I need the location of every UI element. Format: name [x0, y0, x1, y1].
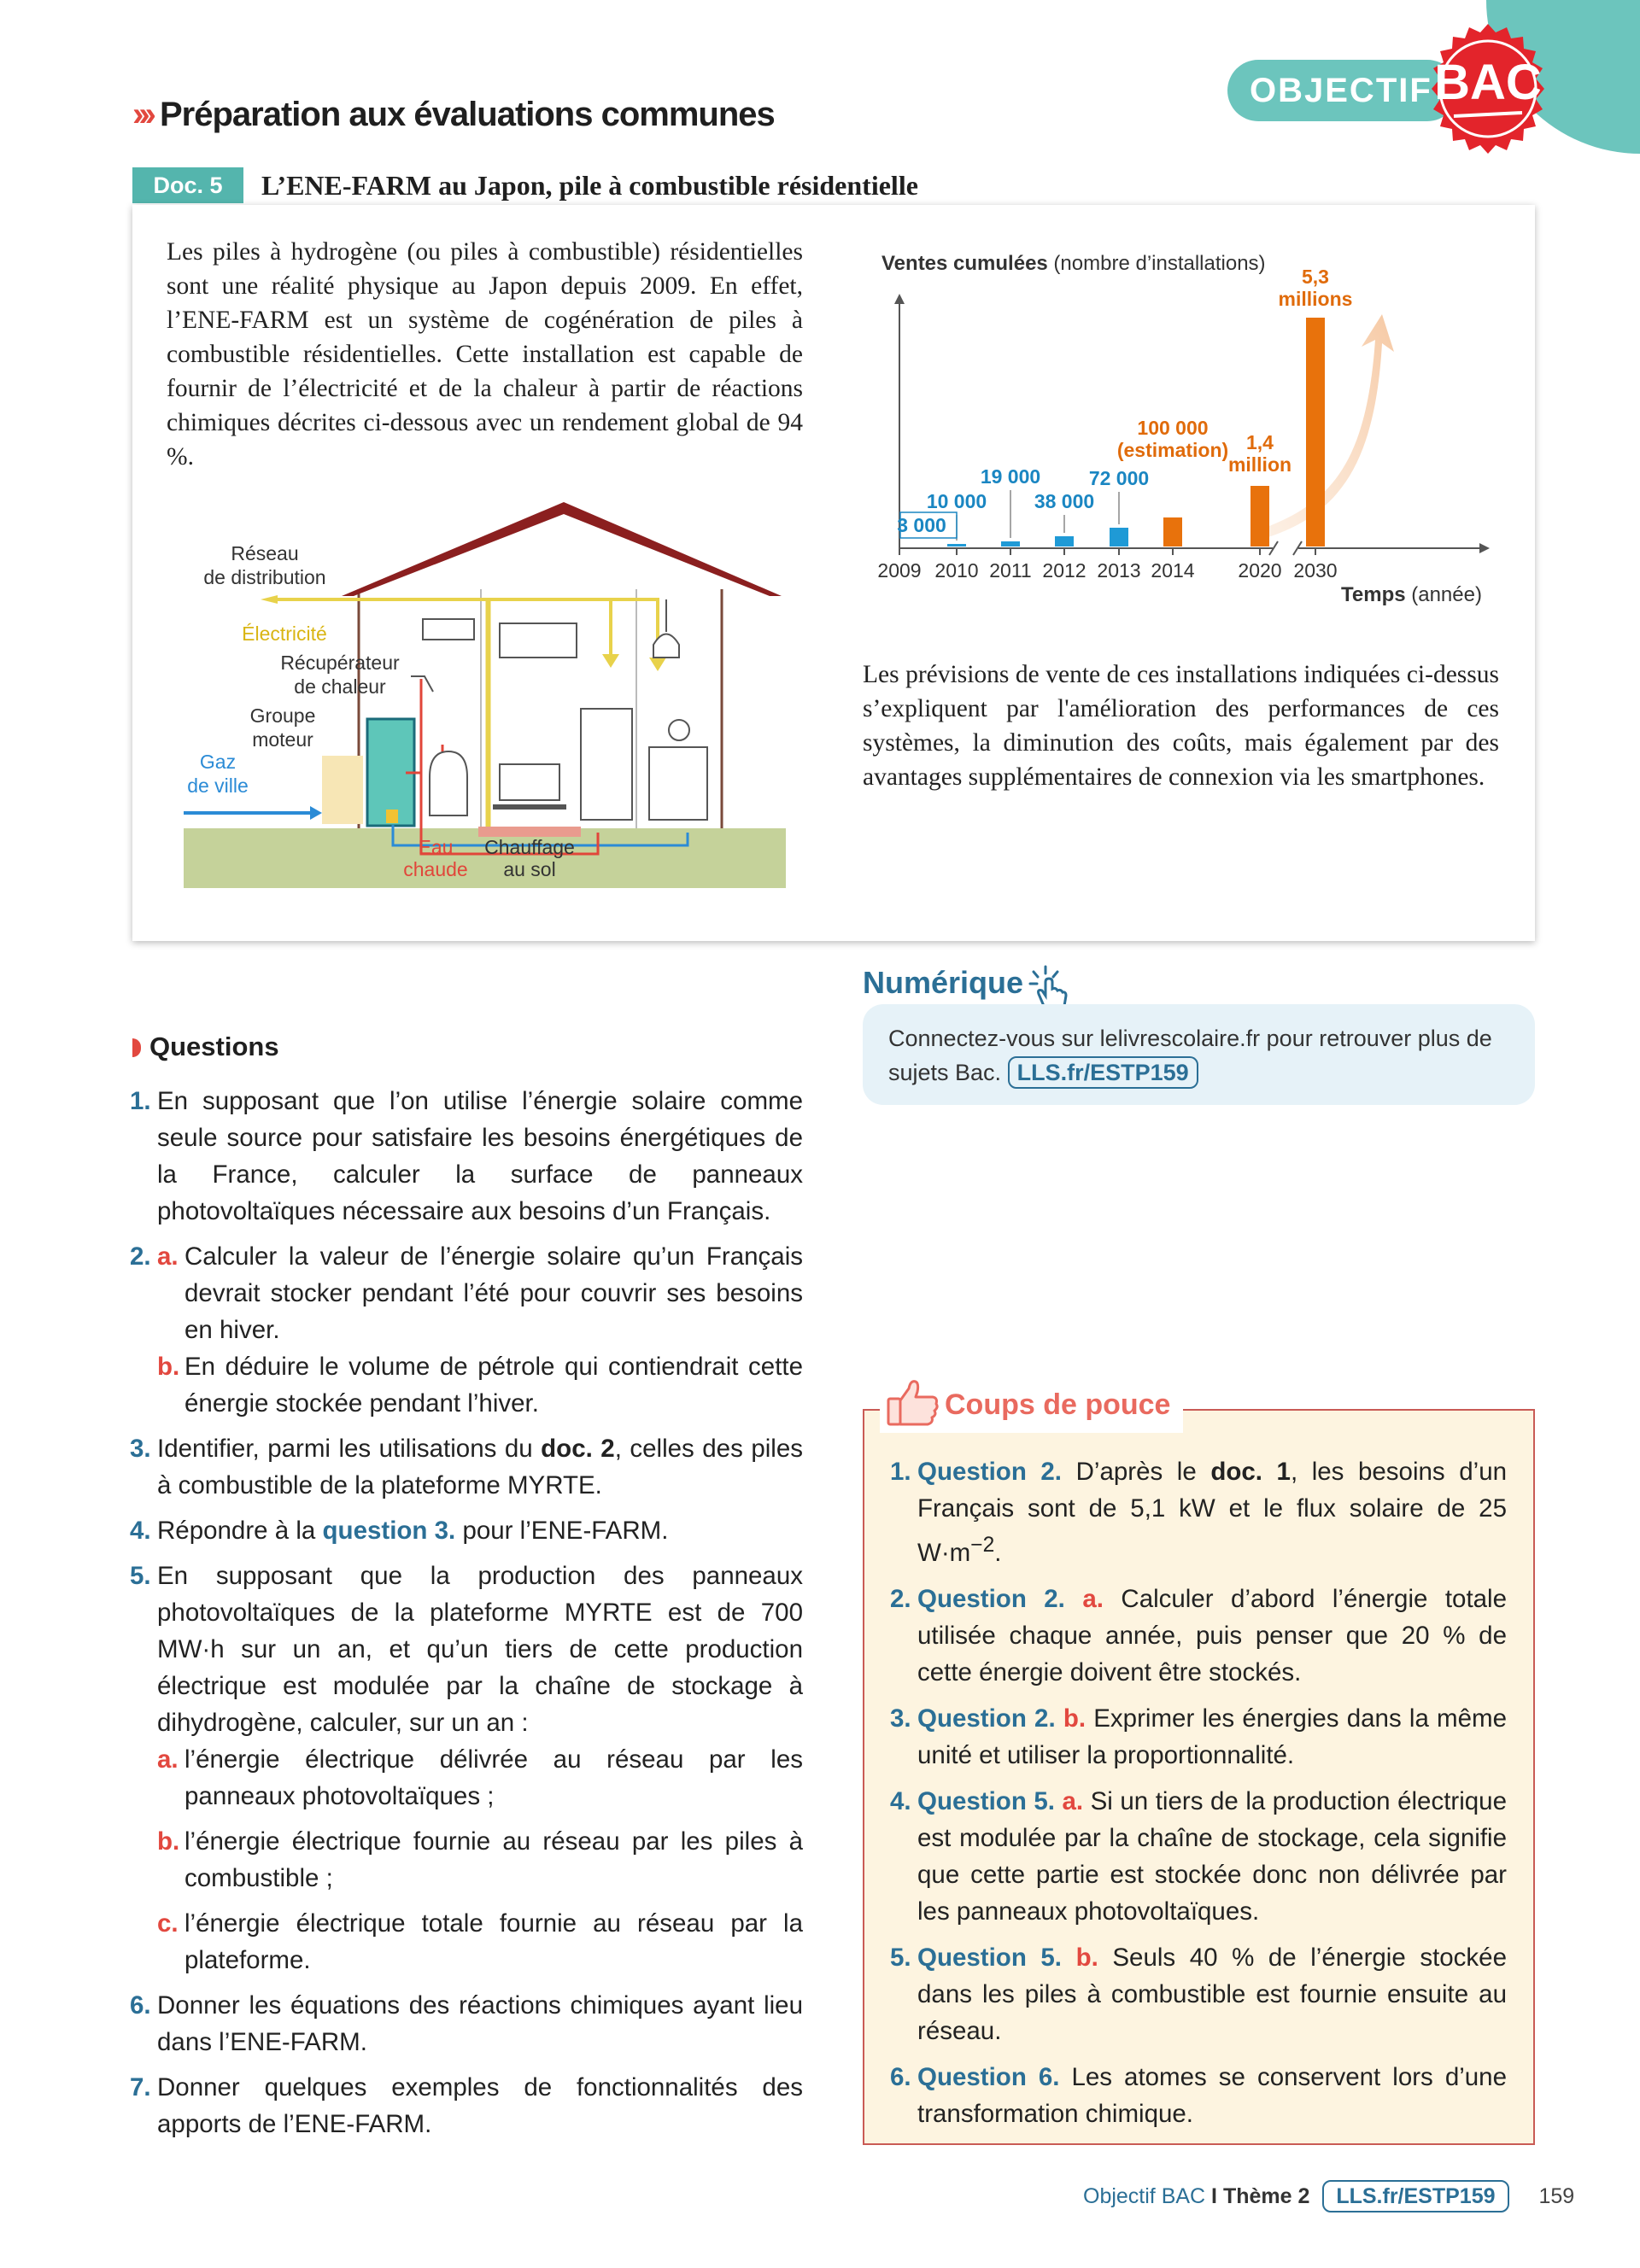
bar-2012	[1055, 536, 1074, 547]
question-2b	[157, 1348, 803, 1422]
hint-number: 5.	[890, 1943, 911, 1972]
stove-icon	[649, 747, 707, 820]
label-gaz-2: de ville	[187, 775, 249, 797]
bar-2013	[1110, 528, 1128, 547]
doc-intro-text: Les piles à hydrogène (ou piles à combustible) résidentielles sont une réalité physique au Japon depuis 2009. En effet, l’ENE-FARM est un système de cogénération de piles à combustible résidentielles. Cette installation est capable de fournir de l’électricité et de la chaleur à partir de réactions chimiques décrites ci-dessous avec un rendement global de 94 %.	[167, 238, 803, 471]
sub-letter: a.	[157, 1745, 179, 1774]
question-number: 5.	[130, 1562, 151, 1590]
page-number: 159	[1538, 2184, 1575, 2208]
thumbs-up-icon	[885, 1377, 941, 1429]
section-title-text: Préparation aux évaluations communes	[159, 96, 775, 133]
footer-separator: I	[1205, 2184, 1223, 2208]
label-chauffage-1: Chauffage	[484, 836, 575, 858]
question-text: Calculer la valeur de l’énergie solaire qu’un Français devrait stocker pendant l’été pour couvrir ses besoins en hiver.	[184, 1242, 803, 1344]
tick-label-2009: 2009	[877, 559, 922, 582]
bac-label: BAC	[1434, 55, 1542, 110]
question-text: Donner les équations des réactions chimiques ayant lieu dans l’ENE-FARM.	[157, 1991, 803, 2056]
label-groupe-1: Groupe	[249, 704, 316, 727]
value-label-2030-2: millions	[1278, 288, 1353, 310]
question-number: 1.	[130, 1087, 151, 1115]
hint-question-ref: Question 6.	[917, 2062, 1060, 2091]
y-axis-arrow	[894, 294, 905, 304]
tick-label-2012: 2012	[1042, 559, 1086, 582]
hint-question-ref: Question 2.	[917, 1458, 1063, 1486]
label-reseau-2: de distribution	[203, 566, 326, 588]
tick-label-2020: 2020	[1238, 559, 1282, 582]
hint-letter: a.	[1082, 1584, 1104, 1613]
doc-reference: doc. 1	[1210, 1458, 1291, 1486]
question-number: 4.	[130, 1517, 151, 1545]
value-label-2014-2: (estimation)	[1116, 439, 1229, 461]
bar-2014	[1163, 517, 1182, 547]
doc-reference: doc. 2	[541, 1435, 615, 1463]
question-3	[130, 1430, 803, 1504]
questions-heading-text: Questions	[149, 1032, 279, 1061]
tick-label-2030: 2030	[1293, 559, 1338, 582]
ene-farm-house-diagram	[175, 495, 807, 888]
label-gaz-1: Gaz	[199, 751, 237, 773]
footer-theme: Thème 2	[1222, 2184, 1310, 2208]
hint-text: Exprimer les énergies dans la même unité et utiliser la proportionnalité.	[917, 1704, 1508, 1769]
question-number: 6.	[130, 1991, 151, 2020]
numerique-link[interactable]: LLS.fr/ESTP159	[1008, 1056, 1198, 1089]
question-7	[130, 2069, 803, 2142]
question-text: l’énergie électrique totale fournie au réseau par la plateforme.	[184, 1909, 803, 1974]
value-label-2020-1: 1,4	[1246, 431, 1274, 453]
sub-letter: a.	[157, 1242, 179, 1271]
label-chauffage-2: au sol	[503, 858, 556, 880]
numerique-text: Connectez-vous sur lelivrescolaire.fr pour retrouver plus de sujets Bac.	[888, 1026, 1492, 1085]
hint-text: Calculer d’abord l’énergie totale utilisée chaque année, puis penser que 20 % de cette énergie doivent être stockés.	[917, 1584, 1508, 1686]
hint-number: 6.	[890, 2062, 911, 2091]
question-number: 3.	[130, 1435, 151, 1463]
chart-title-bold: Ventes cumulées	[882, 252, 1048, 275]
tick-label-2014: 2014	[1151, 559, 1195, 582]
question-2a	[157, 1238, 803, 1348]
question-5	[130, 1558, 803, 1979]
question-text: Répondre à la	[157, 1517, 323, 1545]
question-5a	[157, 1741, 803, 1815]
hint-5	[890, 1939, 1507, 2049]
questions-list	[130, 1083, 803, 2151]
fridge-icon	[581, 709, 632, 820]
label-groupe-2: moteur	[252, 728, 313, 751]
sub-letter: c.	[157, 1909, 179, 1938]
question-text: Identifier, parmi les utilisations du	[157, 1435, 542, 1463]
value-label-2010: 10 000	[926, 490, 987, 512]
hint-letter: b.	[1063, 1704, 1086, 1733]
chevrons-icon: ›››	[132, 96, 151, 133]
label-eau-2: chaude	[403, 858, 468, 880]
page-footer	[1083, 2180, 1574, 2212]
heading-marker-icon	[132, 1038, 141, 1057]
x-axis-arrow	[1479, 543, 1490, 553]
sub-letter: b.	[157, 1827, 180, 1856]
air-conditioner-icon	[423, 619, 474, 640]
chart-bars	[877, 266, 1352, 582]
hint-text: Seuls 40 % de l’énergie stockée dans les piles à combustible est fournie ensuite au réseau.	[917, 1943, 1507, 2045]
question-text: Donner quelques exemples de fonctionnalités des apports de l’ENE-FARM.	[157, 2073, 803, 2138]
bar-2020	[1250, 486, 1269, 547]
question-1	[130, 1083, 803, 1230]
hint-question-ref: Question 2.	[917, 1584, 1065, 1613]
bar-2011	[1001, 541, 1020, 547]
hint-number: 1.	[890, 1458, 911, 1486]
tick-label-2011: 2011	[989, 559, 1032, 582]
axis-break-icon	[1269, 541, 1302, 555]
hint-number: 4.	[890, 1786, 911, 1815]
hint-number: 3.	[890, 1704, 911, 1733]
question-text: En supposant que l’on utilise l’énergie solaire comme seule source pour satisfaire les besoins énergétiques de la France, calculer la surface de panneaux photovoltaïques nécessaire aux besoins d’un Français.	[157, 1087, 803, 1225]
footer-objectif: Objectif BAC	[1083, 2184, 1206, 2208]
numerique-box	[863, 1004, 1535, 1105]
growth-arrow-icon	[1260, 314, 1394, 538]
value-label-2012: 38 000	[1034, 490, 1095, 512]
label-recuperateur-1: Récupérateur	[280, 652, 400, 674]
numerique-title: Numérique	[863, 965, 1024, 1000]
hint-4	[890, 1783, 1507, 1930]
x-axis-label-bold: Temps	[1341, 583, 1406, 606]
tick-label-2010: 2010	[934, 559, 979, 582]
x-axis-label-rest: (année)	[1405, 583, 1482, 606]
superscript: −2	[970, 1534, 995, 1557]
footer-link[interactable]: LLS.fr/ESTP159	[1322, 2180, 1508, 2212]
question-text: pour l’ENE-FARM.	[455, 1517, 669, 1545]
hint-6	[890, 2059, 1507, 2132]
hint-text: , les besoins d’un Français sont de 5,1 kW et le flux solaire de 25 W·m	[917, 1458, 1508, 1567]
hint-letter: a.	[1062, 1786, 1084, 1815]
chart-title-rest: (nombre d’installations)	[1047, 252, 1266, 275]
bar-2030	[1306, 318, 1325, 547]
hint-text: D’après le	[1062, 1458, 1211, 1486]
question-5b	[157, 1823, 803, 1897]
toilet-icon	[430, 751, 467, 815]
question-2	[130, 1238, 803, 1422]
hint-question-ref: Question 5.	[917, 1943, 1063, 1972]
question-6	[130, 1987, 803, 2060]
coups-de-pouce-title: Coups de pouce	[945, 1388, 1171, 1421]
hints-list	[890, 1453, 1507, 2142]
hint-3	[890, 1700, 1507, 1774]
value-label-2014-1: 100 000	[1137, 417, 1209, 439]
hint-2	[890, 1581, 1507, 1691]
label-recuperateur-2: de chaleur	[294, 675, 386, 698]
label-electricite: Électricité	[242, 623, 327, 645]
gas-unit	[322, 756, 363, 824]
x-axis-label	[1341, 583, 1482, 606]
value-label-2020-2: million	[1227, 453, 1292, 476]
hint-text: .	[994, 1538, 1002, 1567]
wall-unit-icon	[500, 623, 577, 658]
questions-heading	[132, 1032, 279, 1062]
sub-letter: b.	[157, 1353, 180, 1381]
hint-text: Si un tiers de la production électrique est modulée par la chaîne de stockage, cela signifie que cette partie est stockée donc non délivrée par les panneaux photovoltaïques.	[917, 1786, 1507, 1926]
question-text: , celles des piles à combustible de la plateforme MYRTE.	[157, 1435, 803, 1499]
sales-chart	[871, 248, 1503, 623]
value-label-2009: 3 000	[897, 514, 946, 536]
value-label-2013: 72 000	[1088, 467, 1150, 489]
tv-icon	[500, 764, 559, 800]
objectif-label: OBJECTIF	[1250, 72, 1432, 109]
value-label-2030-1: 5,3	[1302, 266, 1329, 288]
bar-2010	[947, 544, 966, 547]
label-eau-1: Eau	[418, 836, 454, 858]
doc-forecast-text: Les prévisions de vente de ces installations indiquées ci-dessus s’expliquent par l'amélioration des performances de ces systèmes, la diminution des coûts, mais également par des avantages supplémentaires de connexion via les smartphones.	[863, 661, 1499, 791]
chart-title	[882, 252, 1266, 275]
tick-label-2013: 2013	[1097, 559, 1141, 582]
question-5c	[157, 1905, 803, 1979]
value-label-2011: 19 000	[980, 465, 1041, 488]
hint-text: Les atomes se conservent lors d’une transformation chimique.	[917, 2062, 1507, 2128]
hint-question-ref: Question 5.	[917, 1786, 1055, 1815]
hint-letter: b.	[1075, 1943, 1098, 1972]
hint-number: 2.	[890, 1584, 911, 1613]
hint-question-ref: Question 2.	[917, 1704, 1056, 1733]
question-number: 2.	[130, 1242, 151, 1271]
doc-tag: Doc. 5	[132, 167, 243, 203]
question-number: 7.	[130, 2073, 151, 2101]
question-4	[130, 1512, 803, 1549]
question-reference: question 3.	[322, 1517, 456, 1545]
question-text: En déduire le volume de pétrole qui contiendrait cette énergie stockée pendant l’hiver.	[184, 1353, 803, 1418]
question-text: l’énergie électrique délivrée au réseau par les panneaux photovoltaïques ;	[184, 1745, 803, 1810]
question-text: En supposant que la production des panneaux photovoltaïques de la plateforme MYRTE est de 700 MW·h sur un an, et qu’un tiers de cette production électrique est modulée par la chaîne de stockage à dihydrogène, calculer, sur un an :	[157, 1562, 803, 1737]
label-reseau-1: Réseau	[231, 542, 299, 564]
question-text: l’énergie électrique fournie au réseau par les piles à combustible ;	[184, 1827, 803, 1892]
hint-1	[890, 1453, 1507, 1571]
doc-title: L’ENE-FARM au Japon, pile à combustible résidentielle	[261, 170, 918, 201]
section-title	[132, 96, 775, 134]
